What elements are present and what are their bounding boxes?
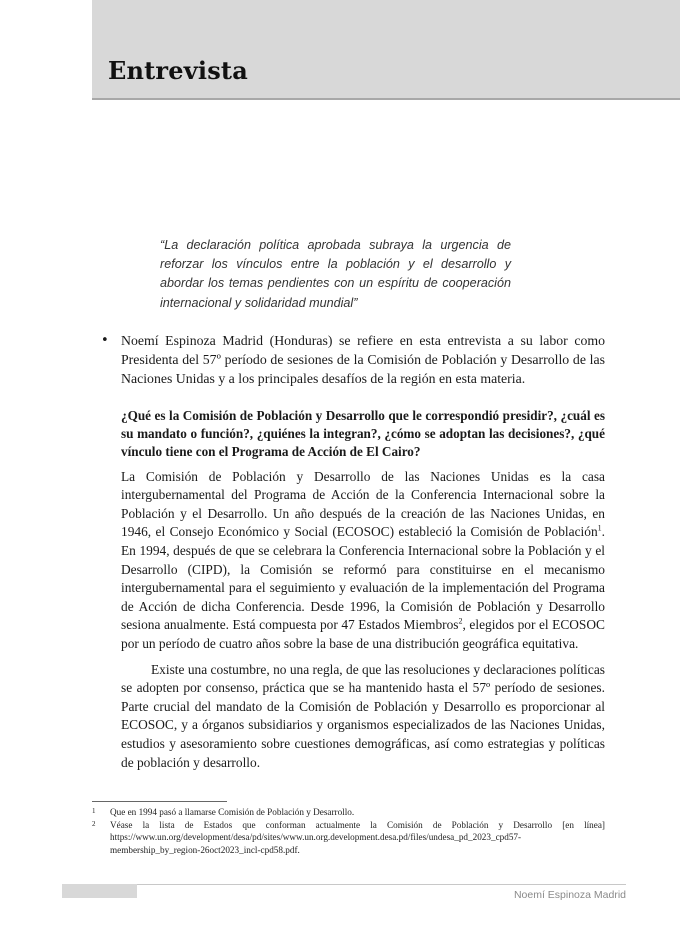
pull-quote: “La declaración política aprobada subraya la urgencia de reforzar los vínculos entre la población y el desarrollo y abordar los temas pendientes con un espíritu de cooperación internacional y solidaridad mundial” — [160, 238, 511, 310]
interview-question: ¿Qué es la Comisión de Población y Desarrollo que le correspondió presidir?, ¿cuál es su mandato o función?, ¿quiénes la integran?, ¿cómo se adoptan las decisiones?, ¿qué vínculo tiene con el Programa de Acción de El Cairo? — [121, 408, 605, 460]
answer-text: La Comisión de Población y Desarrollo de las Naciones Unidas es la casa intergubernamental del Programa de Acción de la Conferencia Internacional sobre la Población y el Desarrollo. Un año después de la creación de las Naciones Unidas, en 1946, el Consejo Económico y Social (ECOSOC) estableció la Comisión de Población — [121, 468, 605, 540]
answer-text: , elegidos por el ECOSOC por un período de cuatro años sobre la base de una distribución geográfica equitativa. — [121, 617, 605, 651]
answer-text: . En 1994, después de que se celebrara la Conferencia Internacional sobre la Población y el Desarrollo (CIPD), la Comisión se reformó para constituirse en el mecanismo intergubernamental para el seguimiento y evaluación de la implementación del Programa de Acción de dicha Conferencia. Desde 1996, la Comisión de Población y Desarrollo sesiona anualmente. Está compuesta por 47 Estados Miembros — [121, 524, 605, 633]
footnote-number: 1 — [92, 807, 96, 815]
footnote-1 — [92, 806, 605, 819]
footnote-ref-1[interactable]: 1 — [597, 523, 602, 533]
header-band — [92, 0, 680, 100]
footnote-2 — [92, 819, 605, 857]
article-body — [101, 331, 605, 772]
footnote-text[interactable]: Véase la lista de Estados que conforman actualmente la Comisión de Población y Desarrollo [en línea] https://www.un.org/development/desa/pd/sites/www.un.org.development.desa.pd/files/undesa_pd_2023_cpd57-membership_by_region-26oct2023_incl-cpd58.pdf. — [110, 819, 605, 855]
footer-tab — [62, 884, 137, 898]
footer-author: Noemí Espinoza Madrid — [513, 889, 626, 901]
intro-paragraph: Noemí Espinoza Madrid (Honduras) se refiere en esta entrevista a su labor como Presidenta del 57º período de sesiones de la Comisión de Población y Desarrollo de las Naciones Unidas y a los principales desafíos de la región en esta materia. — [121, 333, 605, 386]
footnote-number: 2 — [92, 819, 96, 828]
bullet-marker: • — [101, 333, 109, 348]
footnote-text: Que en 1994 pasó a llamarse Comisión de Población y Desarrollo. — [110, 807, 355, 817]
footnotes — [92, 806, 605, 856]
section-title: Entrevista — [108, 56, 248, 85]
answer-paragraph-1 — [121, 468, 605, 654]
answer-paragraph-2: Existe una costumbre, no una regla, de que las resoluciones y declaraciones políticas se adopten por consenso, práctica que se ha mantenido hasta el 57º período de sesiones. Parte crucial del mandato de la Comisión de Población y Desarrollo es proporcionar al ECOSOC, y a órganos subsidiarios y organismos especializados de las Naciones Unidas, estudios y asesoramiento sobre cuestiones demográficas, así como estrategias y políticas de población y desarrollo. — [121, 661, 605, 770]
footnote-ref-2[interactable]: 2 — [458, 616, 463, 626]
footnote-divider — [92, 801, 227, 802]
footer-divider — [62, 884, 626, 885]
